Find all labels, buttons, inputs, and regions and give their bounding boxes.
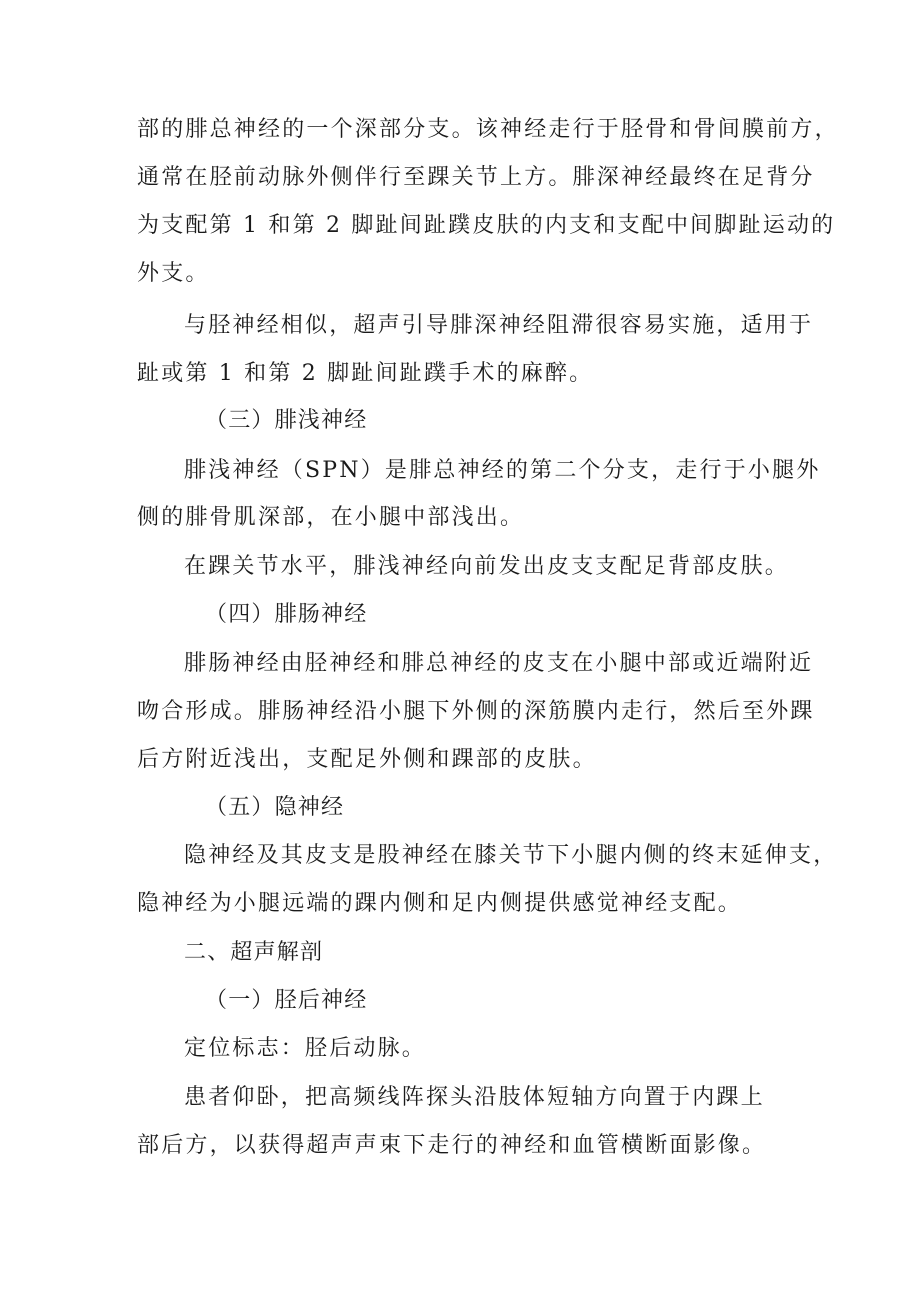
- section-heading-peroneus-superficialis: （三）腓浅神经: [205, 408, 368, 433]
- paragraph-line-3: 为支配第 1 和第 2 脚趾间趾蹼皮肤的内支和支配中间脚趾运动的: [137, 213, 836, 238]
- section-heading-posterior-tibial-nerve: （一）胫后神经: [205, 988, 368, 1013]
- paragraph-line-6: 趾或第 1 和第 2 脚趾间趾蹼手术的麻醉。: [137, 361, 594, 386]
- paragraph-line-13: 吻合形成。腓肠神经沿小腿下外侧的深筋膜内走行，然后至外踝: [137, 699, 815, 724]
- paragraph-line-1: 部的腓总神经的一个深部分支。该神经走行于胫骨和骨间膜前方，: [137, 117, 839, 142]
- paragraph-line-8: 腓浅神经（SPN）是腓总神经的第二个分支，走行于小腿外: [184, 458, 821, 483]
- paragraph-line-10: 在踝关节水平，腓浅神经向前发出皮支支配足背部皮肤。: [184, 554, 790, 579]
- paragraph-line-5: 与胫神经相似，超声引导腓深神经阻滞很容易实施，适用于: [184, 313, 814, 338]
- paragraph-line-2: 通常在胫前动脉外侧伴行至踝关节上方。腓深神经最终在足背分: [137, 165, 815, 190]
- paragraph-line-22: 部后方，以获得超声声束下走行的神经和血管横断面影像。: [137, 1133, 767, 1158]
- paragraph-line-14: 后方附近浅出，支配足外侧和踝部的皮肤。: [137, 747, 597, 772]
- paragraph-line-4: 外支。: [137, 261, 210, 286]
- paragraph-line-16: 隐神经及其皮支是股神经在膝关节下小腿内侧的终末延伸支，: [184, 843, 838, 868]
- paragraph-line-20: 定位标志：胫后动脉。: [184, 1036, 427, 1061]
- chapter-heading-ultrasound-anatomy: 二、超声解剖: [184, 940, 324, 965]
- section-heading-saphenous-nerve: （五）隐神经: [205, 795, 345, 820]
- section-heading-sural-nerve: （四）腓肠神经: [205, 602, 368, 627]
- paragraph-line-21: 患者仰卧，把高频线阵探头沿肢体短轴方向置于内踝上: [184, 1085, 765, 1110]
- paragraph-line-12: 腓肠神经由胫神经和腓总神经的皮支在小腿中部或近端附近: [184, 651, 814, 676]
- paragraph-line-9: 侧的腓骨肌深部，在小腿中部浅出。: [137, 505, 525, 530]
- paragraph-line-17: 隐神经为小腿远端的踝内侧和足内侧提供感觉神经支配。: [137, 891, 743, 916]
